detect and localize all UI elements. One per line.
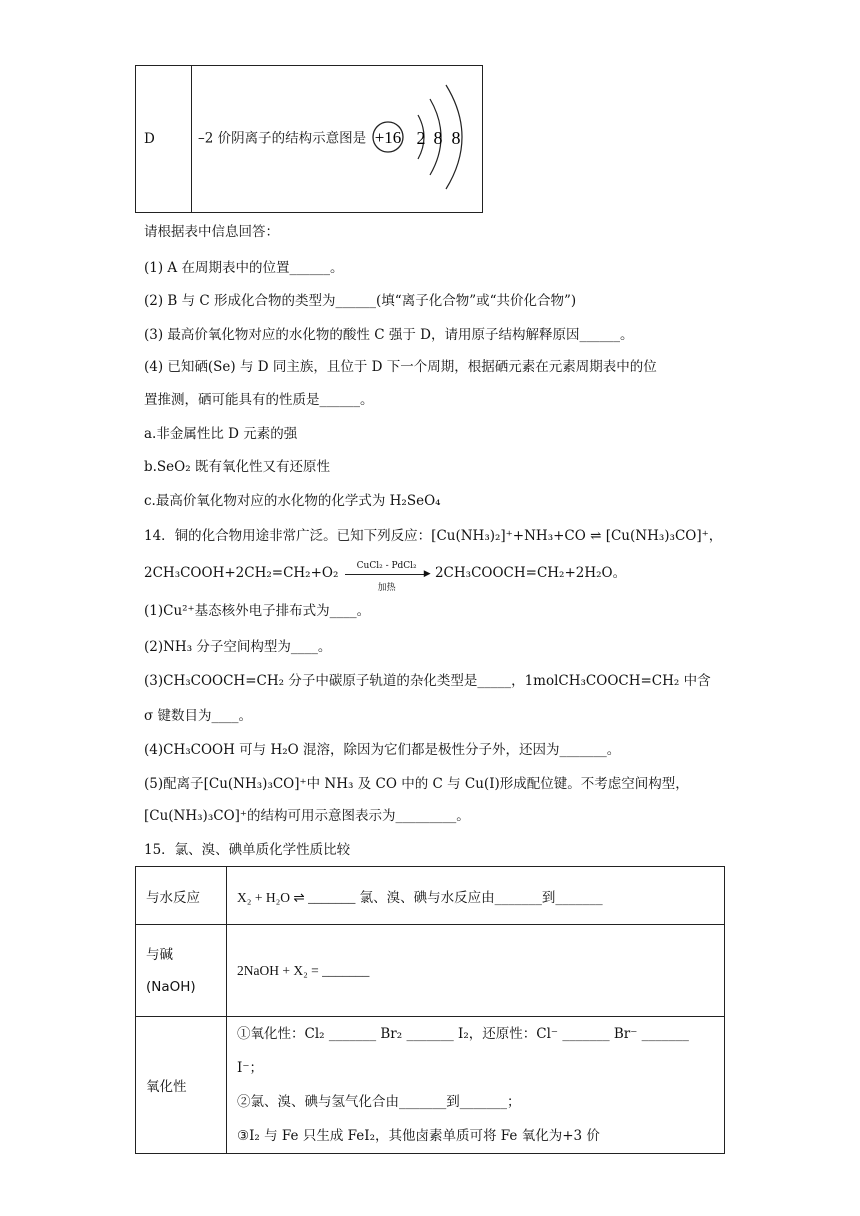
- question-4-line1: (4) 已知硒(Se) 与 D 同主族，且位于 D 下一个周期，根据硒元素在元素周期表中的位: [144, 359, 657, 375]
- element-info-table: [135, 65, 483, 213]
- question-14-4: (4)CH₃COOH 可与 H₂O 混溶，除因为它们都是极性分子外，还因为_______。: [144, 742, 621, 758]
- halogen-comparison-table: [135, 866, 725, 1154]
- water-reaction-text: 氯、溴、碘与水反应由_______到_______: [359, 889, 603, 906]
- option-c: c.最高价氧化物对应的水化物的化学式为 H₂SeO₄: [144, 493, 441, 509]
- shell-3-count: 8: [451, 128, 461, 148]
- arrow-line: [345, 574, 427, 575]
- question-14-equation-2: [144, 560, 627, 593]
- question-4-line2: 置推测，硒可能具有的性质是______。: [144, 392, 374, 408]
- shell-2-count: 8: [433, 128, 443, 148]
- arrow-head: ▶: [423, 568, 431, 579]
- question-14-5-line1: (5)配离子[Cu(NH₃)₃CO]⁺中 NH₃ 及 CO 中的 C 与 Cu(Ⅰ)形成配位键。不考虑空间构型，: [144, 776, 689, 792]
- row-label-d: D: [136, 66, 192, 213]
- sulfide-ion-diagram: [370, 77, 480, 197]
- row-label-base: [136, 925, 227, 1017]
- row-label-oxidation: 氧化性: [136, 1017, 227, 1154]
- question-2: (2) B 与 C 形成化合物的类型为______(填“离子化合物”或“共价化合物”): [144, 293, 577, 309]
- question-14-1: (1)Cu²⁺基态核外电子排布式为____。: [144, 603, 371, 619]
- question-14-5-line2: [Cu(NH₃)₃CO]⁺的结构可用示意图表示为_________。: [144, 808, 470, 824]
- base-reaction-eq: 2NaOH + X₂ = _______: [227, 925, 725, 1017]
- eq2-right: 2CH₃COOCH=CH₂+2H₂O。: [434, 565, 627, 581]
- water-reaction-eq: X₂ + H₂O ⇌ _______: [237, 889, 356, 905]
- option-b: b.SeO₂ 既有氧化性又有还原性: [144, 459, 330, 475]
- row-d-text: –2 价阴离子的结构示意图是: [198, 130, 367, 147]
- option-a: a.非金属性比 D 元素的强: [144, 426, 298, 442]
- question-15-title: 15．氯、溴、碘单质化学性质比较: [144, 842, 351, 858]
- question-14-3-line1: (3)CH₃COOCH=CH₂ 分子中碳原子轨道的杂化类型是_____，1molCH₃COOCH=CH₂ 中含: [144, 673, 711, 689]
- row-d-content: [192, 66, 483, 213]
- eq2-left: 2CH₃COOH+2CH₂=CH₂+O₂: [144, 565, 339, 581]
- question-14-2: (2)NH₃ 分子空间构型为____。: [144, 639, 332, 655]
- row-water-content: [227, 867, 725, 925]
- question-14-title: 14．铜的化合物用途非常广泛。已知下列反应：[Cu(NH₃)₂]⁺+NH₃+CO ⇌ [Cu(NH₃)₃CO]⁺，: [144, 528, 723, 544]
- table-row-oxidation: [136, 1017, 725, 1154]
- row-label-water: 与水反应: [136, 867, 227, 925]
- intro-text: 请根据表中信息回答：: [144, 224, 279, 240]
- oxidation-line-2: ②氯、溴、碘与氢气化合由_______到_______；: [237, 1094, 521, 1110]
- oxidation-line-3: ③I₂ 与 Fe 只生成 FeI₂，其他卤素单质可将 Fe 氧化为+3 价: [237, 1128, 600, 1144]
- table-row-base: [136, 925, 725, 1017]
- nucleus-label: +16: [375, 128, 402, 147]
- oxidation-line-1: ①氧化性：Cl₂ _______ Br₂ _______ I₂，还原性：Cl⁻ _______ Br⁻ _______ I⁻；: [237, 1026, 689, 1076]
- question-1: (1) A 在周期表中的位置______。: [144, 260, 344, 276]
- condition-label: 加热: [377, 582, 396, 593]
- row-label-base-line1: 与碱: [146, 946, 173, 963]
- row-label-base-line2: (NaOH): [146, 978, 196, 995]
- reaction-arrow: [343, 560, 431, 593]
- question-3: (3) 最高价氧化物对应的水化物的酸性 C 强于 D，请用原子结构解释原因______。: [144, 327, 634, 343]
- atom-structure-diagram: [370, 77, 480, 201]
- catalyst-label: CuCl₂ - PdCl₂: [356, 560, 417, 571]
- shell-1-count: 2: [416, 128, 426, 148]
- question-14-3-line2: σ 键数目为____。: [144, 708, 253, 724]
- row-oxidation-content: [227, 1017, 725, 1154]
- table-row-water: [136, 867, 725, 925]
